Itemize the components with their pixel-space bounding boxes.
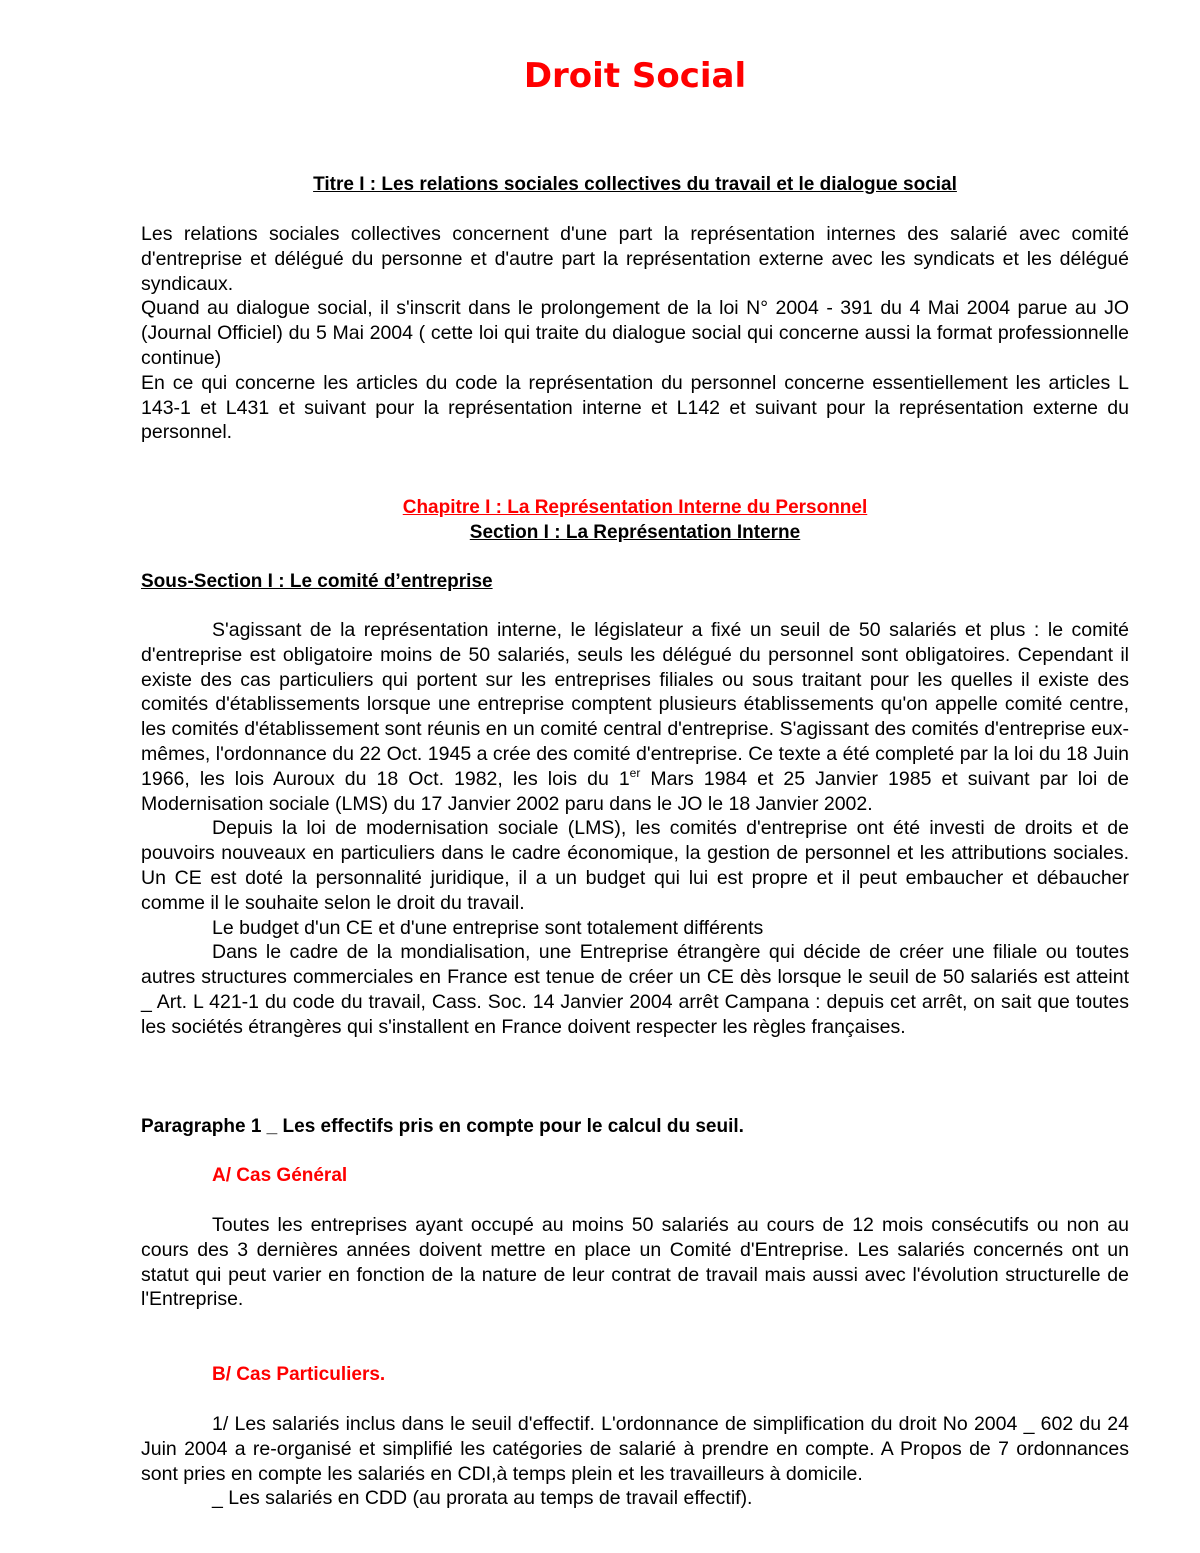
chapitre-heading: Chapitre I : La Représentation Interne du Personnel bbox=[402, 497, 868, 518]
cas-particuliers-text bbox=[141, 1412, 1129, 1511]
ce-paragraph-1-part-b: Mars 1984 et 25 Janvier 1985 et suivant par loi de Modernisation sociale (LMS) du 17 Janvier 2002 paru dans le JO le 18 Janvier 2002. bbox=[141, 767, 1129, 815]
cas-general-heading: A/ Cas Général bbox=[212, 1165, 348, 1186]
ce-paragraph-1 bbox=[141, 618, 1129, 816]
intro-paragraph-1: Les relations sociales collectives concernent d'une part la représentation internes des salarié avec comité d'entreprise et délégué du personne et d'autre part la représentation externe avec les syndicats et les délégué syndicaux. bbox=[141, 223, 1129, 295]
cas-particuliers-paragraph-1: 1/ Les salariés inclus dans le seuil d'effectif. L'ordonnance de simplification du droit No 2004 _ 602 du 24 Juin 2004 a re-organisé et simplifié les catégories de salarié à prendre en compte. A Propos de 7 ordonnances sont pries en compte les salariés en CDI,à temps plein et les travailleurs à domicile. bbox=[141, 1413, 1129, 1485]
ce-paragraph-2: Depuis la loi de modernisation sociale (LMS), les comités d'entreprise ont été investi de droits et de pouvoirs nouveaux en particuliers dans le cadre économique, la gestion de personnel et les attributions sociales. Un CE est doté la personnalité juridique, il a un budget qui lui est propre et il peut embaucher et débaucher comme il le souhaite selon le droit du travail. bbox=[141, 817, 1129, 914]
cas-general-text bbox=[141, 1213, 1129, 1312]
intro-paragraph-2: Quand au dialogue social, il s'inscrit dans le prolongement de la loi N° 2004 - 391 du 4 Mai 2004 parue au JO (Journal Officiel) du 5 Mai 2004 ( cette loi qui traite du dialogue social qui concerne aussi la format professionnelle continue) bbox=[141, 297, 1129, 369]
intro-paragraph-3: En ce qui concerne les articles du code la représentation du personnel concerne essentiellement les articles L 143-1 et L431 et suivant pour la représentation interne et L142 et suivant pour la représentation externe du personnel. bbox=[141, 371, 1129, 444]
cas-particuliers-paragraph-2: _ Les salariés en CDD (au prorata au temps de travail effectif). bbox=[212, 1487, 753, 1510]
sous-section-heading: Sous-Section I : Le comité d’entreprise bbox=[141, 571, 493, 592]
intro-text bbox=[141, 222, 1129, 445]
cas-particuliers-heading: B/ Cas Particuliers. bbox=[212, 1364, 386, 1385]
section-heading: Section I : La Représentation Interne bbox=[469, 522, 801, 543]
document-title: Droit Social bbox=[523, 56, 747, 96]
comite-entreprise-text bbox=[141, 618, 1129, 1040]
titre-heading: Titre I : Les relations sociales collectives du travail et le dialogue social bbox=[313, 174, 957, 195]
ce-paragraph-1-superscript: er bbox=[629, 765, 641, 780]
ce-paragraph-3: Le budget d'un CE et d'une entreprise sont totalement différents bbox=[212, 916, 764, 939]
ce-paragraph-4: Dans le cadre de la mondialisation, une Entreprise étrangère qui décide de créer une filiale ou toutes autres structures commerciales en France est tenue de créer un CE dès lorsque le seuil de 50 salariés est atteint _ Art. L 421-1 du code du travail, Cass. Soc. 14 Janvier 2004 arrêt Campana : depuis cet arrêt, on sait que toutes les sociétés étrangères qui s'installent en France doivent respecter les règles françaises. bbox=[141, 941, 1129, 1038]
paragraphe-1-heading: Paragraphe 1 _ Les effectifs pris en compte pour le calcul du seuil. bbox=[141, 1116, 744, 1137]
ce-paragraph-1-part-a: S'agissant de la représentation interne, le législateur a fixé un seuil de 50 salariés et plus : le comité d'entreprise est obligatoire moins de 50 salariés, seuls les délégué du personnel sont obligatoires. Cependant il existe des cas particuliers qui portent sur les entreprises filiales ou sous traitant pour les quelles il existe des comités d'établissements lorsque une entreprise comptent plusieurs établissements qu'on appelle comité centre, les comités d'établissement sont réunis en un comité central d'entreprise. S'agissant des comités d'entreprise eux-mêmes, l'ordonnance du 22 Oct. 1945 a crée des comité d'entreprise. Ce texte a été completé par la loi du 18 Juin 1966, les lois Auroux du 18 Oct. 1982, les lois du 1 bbox=[141, 619, 1129, 790]
cas-general-paragraph: Toutes les entreprises ayant occupé au moins 50 salariés au cours de 12 mois consécutifs ou non au cours des 3 dernières années doivent mettre en place un Comité d'Entreprise. Les salariés concernés ont un statut qui peut varier en fonction de la nature de leur contrat de travail mais aussi avec l'évolution structurelle de l'Entreprise. bbox=[141, 1214, 1129, 1311]
